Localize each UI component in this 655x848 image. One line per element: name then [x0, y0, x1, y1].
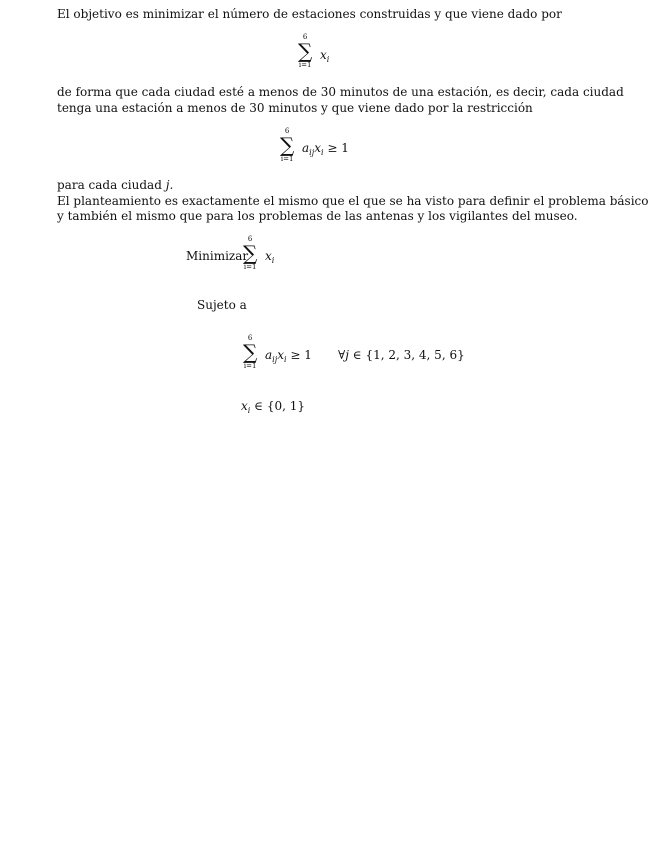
paragraph-condition-line2: tenga una estación a menos de 30 minutos y que viene dado por la restricción: [57, 101, 533, 115]
sum-upper-limit: 6: [302, 33, 308, 41]
var-a: a: [265, 348, 273, 362]
paragraph-approach-line1: El planteamiento es exactamente el mismo que el que se ha visto para definir el problema básico: [57, 194, 649, 208]
sum-lower-limit: i=1: [243, 263, 257, 271]
formula-subject-sum: [243, 334, 257, 370]
var-j: j: [345, 348, 349, 362]
paragraph-per-city: [57, 178, 173, 192]
var-x: x: [277, 348, 284, 362]
formula-forall-j: [338, 348, 465, 362]
sum-lower-limit: i=1: [243, 362, 257, 370]
sigma-symbol: ∑: [280, 133, 295, 157]
formula-objective-term: [320, 48, 329, 64]
set-j: ∈ {1, 2, 3, 4, 5, 6}: [348, 348, 465, 362]
paragraph-condition-line1: de forma que cada ciudad esté a menos de 30 minutos de una estación, es decir, cada ciudad: [57, 85, 624, 99]
formula-constraint-sum: [280, 127, 294, 163]
sum-lower-limit: i=1: [280, 155, 294, 163]
sub-i: i: [326, 55, 330, 64]
forall-symbol: ∀: [338, 348, 346, 362]
sum-lower-limit: i=1: [298, 61, 312, 69]
period: .: [169, 178, 174, 192]
sub-i: i: [271, 256, 275, 265]
var-x: x: [265, 249, 272, 263]
sigma-symbol: ∑: [298, 39, 313, 63]
formula-constraint-term: [302, 141, 349, 157]
formula-binary: [241, 399, 305, 415]
sub-ij: ij: [309, 148, 315, 157]
var-x: x: [314, 141, 321, 155]
geq-one: ≥ 1: [286, 348, 312, 362]
label-minimizar: Minimizar: [186, 249, 249, 263]
var-x: x: [320, 48, 327, 62]
sub-i: i: [283, 355, 287, 364]
var-x: x: [241, 399, 248, 413]
sum-upper-limit: 6: [247, 235, 253, 243]
paragraph-approach-line2: y también el mismo que para los problemas de las antenas y los vigilantes del museo.: [57, 209, 578, 223]
formula-subject-term: [265, 348, 312, 364]
sigma-symbol: ∑: [243, 340, 258, 364]
sigma-symbol: ∑: [243, 241, 258, 265]
var-a: a: [302, 141, 310, 155]
binary-set: ∈ {0, 1}: [250, 399, 306, 413]
var-j: j: [165, 178, 170, 192]
label-sujeto-a: Sujeto a: [197, 298, 247, 312]
sub-i: i: [320, 148, 324, 157]
sub-i: i: [247, 406, 251, 415]
formula-minimize-sum: [243, 235, 257, 271]
sub-ij: ij: [272, 355, 278, 364]
sum-upper-limit: 6: [247, 334, 253, 342]
sum-upper-limit: 6: [284, 127, 290, 135]
per-city-text: para cada ciudad: [57, 178, 162, 192]
formula-objective-sum: [298, 33, 312, 69]
formula-minimize-term: [265, 249, 274, 265]
geq-one: ≥ 1: [323, 141, 349, 155]
paragraph-objective: El objetivo es minimizar el número de estaciones construidas y que viene dado por: [57, 7, 562, 21]
